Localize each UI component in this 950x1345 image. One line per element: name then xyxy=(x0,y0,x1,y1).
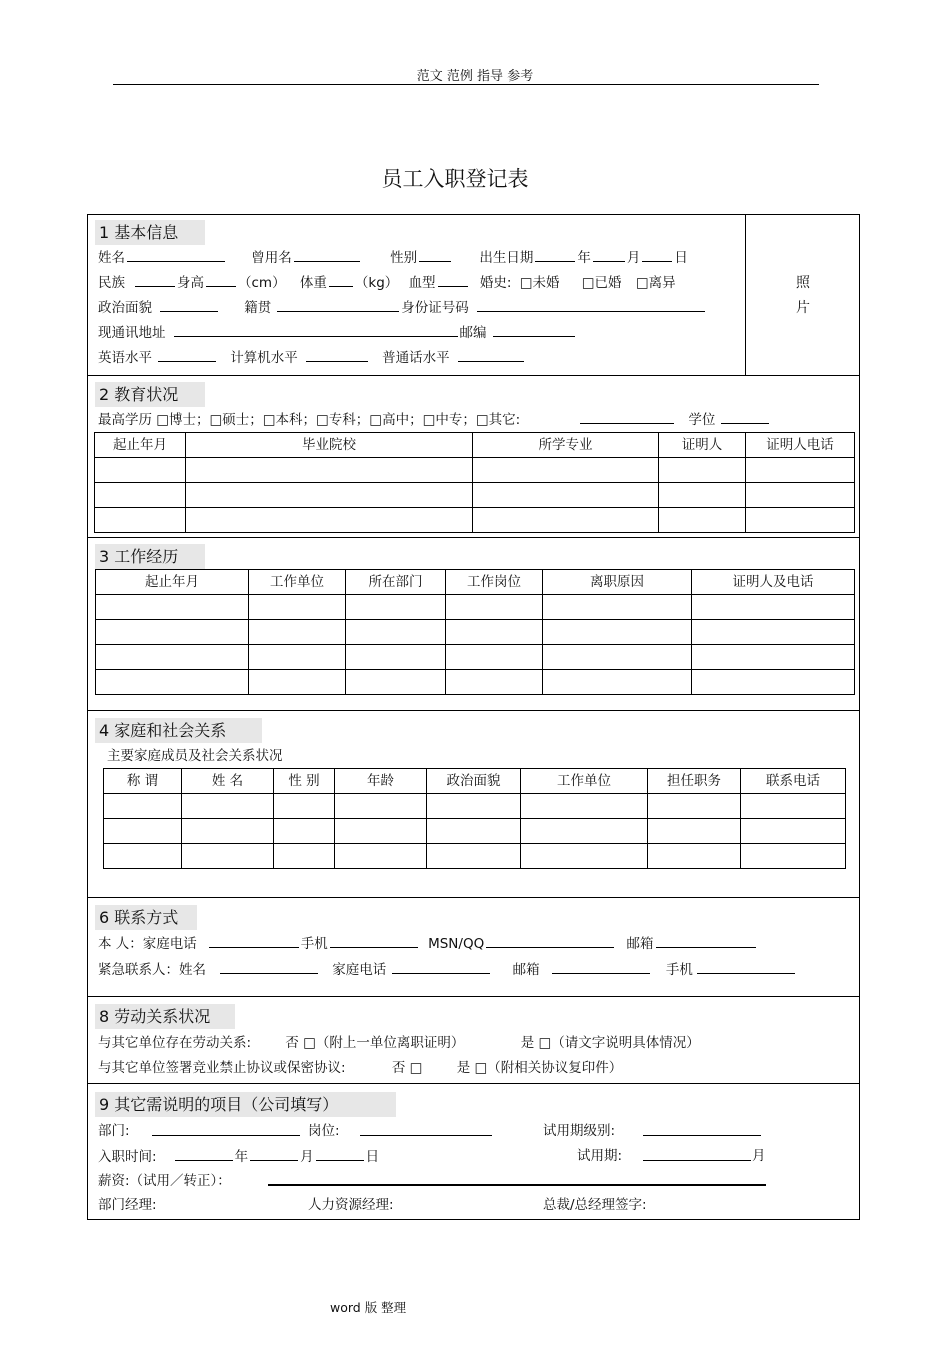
label-address: 现通讯地址 xyxy=(98,325,166,341)
col-header: 年龄 xyxy=(335,769,427,794)
label-mobile: 手机 xyxy=(300,936,328,952)
col-header: 起止年月 xyxy=(96,570,249,595)
col-header: 所在部门 xyxy=(346,570,446,595)
label-birthdate: 出生日期 xyxy=(479,250,534,266)
xuewei-field[interactable] xyxy=(721,410,769,424)
col-header: 离职原因 xyxy=(543,570,692,595)
table-cell[interactable] xyxy=(186,458,473,483)
table-cell[interactable] xyxy=(648,794,741,819)
label-xuewei: 学位 xyxy=(688,412,716,428)
table-cell[interactable] xyxy=(446,620,543,645)
label-zip: 邮编 xyxy=(459,325,487,341)
table-cell[interactable] xyxy=(473,483,659,508)
weight-field[interactable] xyxy=(329,273,353,287)
col-header: 工作岗位 xyxy=(446,570,543,595)
company-probation-field[interactable] xyxy=(643,1147,751,1161)
mobile-field[interactable] xyxy=(330,934,418,948)
company-level-field[interactable] xyxy=(643,1122,761,1136)
table-cell[interactable] xyxy=(543,645,692,670)
table-cell[interactable] xyxy=(746,458,855,483)
section-title-contact: 6 联系方式 xyxy=(95,905,197,930)
table-cell[interactable] xyxy=(346,670,446,695)
family-table xyxy=(103,768,846,869)
sign-hr-manager: 人力资源经理: xyxy=(308,1197,394,1213)
label-msn: MSN/QQ xyxy=(428,936,485,952)
label-height: 身高 xyxy=(177,275,204,291)
labor-yes-checkbox[interactable]: 是 □（请文字说明具体情况） xyxy=(520,1035,700,1051)
col-header: 起止年月 xyxy=(95,433,186,458)
basic-row-1 xyxy=(98,248,688,267)
label-home-phone: 本 人：家庭电话 xyxy=(98,936,197,952)
label-cm: （cm） xyxy=(238,275,286,291)
col-header: 担任职务 xyxy=(648,769,741,794)
table-cell[interactable] xyxy=(521,844,648,869)
mandarin-field[interactable] xyxy=(458,348,524,362)
photo-label-1: 照 xyxy=(796,275,810,291)
col-header: 性 别 xyxy=(274,769,335,794)
table-cell[interactable] xyxy=(543,620,692,645)
table-cell[interactable] xyxy=(249,645,346,670)
company-label-dept: 部门: xyxy=(98,1123,130,1139)
basic-row-2 xyxy=(98,273,676,292)
label-noncompete: 与其它单位签署竞业禁止协议或保密协议: xyxy=(98,1060,346,1076)
table-row[interactable] xyxy=(96,620,855,645)
label-political: 政治面貌 xyxy=(98,300,152,316)
table-row[interactable] xyxy=(95,483,855,508)
table-cell[interactable] xyxy=(473,458,659,483)
table-row[interactable] xyxy=(104,819,846,844)
divider-1 xyxy=(87,375,860,376)
divider-2 xyxy=(87,537,860,538)
label-marital: 婚史: xyxy=(479,275,512,291)
emergency-name-field[interactable] xyxy=(220,960,318,974)
labor-no-checkbox[interactable]: 否 □（附上一单位离职证明） xyxy=(285,1035,465,1051)
table-cell[interactable] xyxy=(95,483,186,508)
company-label-probation: 试用期: xyxy=(577,1148,623,1164)
col-header: 证明人 xyxy=(659,433,746,458)
name-field[interactable] xyxy=(127,248,225,262)
marital-divorced-checkbox[interactable]: □离异 xyxy=(635,275,676,291)
table-cell[interactable] xyxy=(346,620,446,645)
table-cell[interactable] xyxy=(346,595,446,620)
table-cell[interactable] xyxy=(96,670,249,695)
divider-3 xyxy=(87,710,860,711)
col-header: 称 谓 xyxy=(104,769,182,794)
table-cell[interactable] xyxy=(274,794,335,819)
contact-row-2 xyxy=(98,960,797,979)
table-cell[interactable] xyxy=(427,819,521,844)
table-header-row xyxy=(95,433,855,458)
sign-ceo: 总裁/总经理签字: xyxy=(543,1197,647,1213)
degree-options[interactable]: 最高学历 □博士；□硕士；□本科；□专科；□高中；□中专；□其它: xyxy=(98,412,521,428)
entry-month-field[interactable] xyxy=(250,1147,298,1161)
address-field[interactable] xyxy=(174,323,458,337)
emergency-mobile-field[interactable] xyxy=(697,960,795,974)
col-header: 姓 名 xyxy=(182,769,274,794)
table-cell[interactable] xyxy=(335,794,427,819)
table-cell[interactable] xyxy=(249,620,346,645)
entry-year-field[interactable] xyxy=(175,1147,233,1161)
table-cell[interactable] xyxy=(473,508,659,533)
company-label-entry: 入职时间: xyxy=(98,1149,157,1165)
header-rule xyxy=(113,84,819,85)
computer-field[interactable] xyxy=(306,348,368,362)
birth-month-field[interactable] xyxy=(593,248,625,262)
table-cell[interactable] xyxy=(182,819,274,844)
company-post-field[interactable] xyxy=(360,1122,492,1136)
label-weight: 体重 xyxy=(299,275,327,291)
company-salary-field[interactable] xyxy=(268,1184,766,1186)
table-cell[interactable] xyxy=(692,670,855,695)
table-row[interactable] xyxy=(95,458,855,483)
label-emergency-email: 邮箱 xyxy=(512,962,540,978)
table-cell[interactable] xyxy=(96,620,249,645)
col-header: 证明人电话 xyxy=(746,433,855,458)
marital-married-checkbox[interactable]: □已婚 xyxy=(581,275,622,291)
table-cell[interactable] xyxy=(741,794,846,819)
label-ethnic: 民族 xyxy=(98,275,125,291)
company-entry-row xyxy=(98,1147,379,1166)
col-header: 证明人及电话 xyxy=(692,570,855,595)
table-cell[interactable] xyxy=(446,645,543,670)
noncompete-yes-checkbox[interactable]: 是 □（附相关协议复印件） xyxy=(456,1060,623,1076)
table-cell[interactable] xyxy=(186,483,473,508)
table-cell[interactable] xyxy=(648,819,741,844)
col-header: 工作单位 xyxy=(249,570,346,595)
table-cell[interactable] xyxy=(335,819,427,844)
table-cell[interactable] xyxy=(186,508,473,533)
english-field[interactable] xyxy=(158,348,216,362)
zip-field[interactable] xyxy=(493,323,575,337)
label-blood: 血型 xyxy=(408,275,436,291)
table-cell[interactable] xyxy=(104,844,182,869)
labor-row-1 xyxy=(98,1034,700,1052)
label-english: 英语水平 xyxy=(98,350,152,366)
marital-single-checkbox[interactable]: □未婚 xyxy=(519,275,560,291)
label-labor-relation: 与其它单位存在劳动关系: xyxy=(98,1035,252,1051)
col-header: 所学专业 xyxy=(473,433,659,458)
divider-4 xyxy=(87,897,860,898)
contact-row-1 xyxy=(98,934,758,953)
section-title-work: 3 工作经历 xyxy=(95,544,205,569)
company-label-salary: 薪资:（试用／转正）： xyxy=(98,1173,231,1189)
label-month: 月 xyxy=(626,250,641,266)
table-cell[interactable] xyxy=(95,458,186,483)
basic-row-4 xyxy=(98,323,577,342)
divider-5 xyxy=(87,996,860,997)
native-field[interactable] xyxy=(277,298,399,312)
table-header-row xyxy=(104,769,846,794)
gender-field[interactable] xyxy=(419,248,451,262)
ethnic-field[interactable] xyxy=(135,273,175,287)
emergency-home-field[interactable] xyxy=(392,960,490,974)
table-cell[interactable] xyxy=(659,483,746,508)
table-cell[interactable] xyxy=(104,794,182,819)
photo-label-2: 片 xyxy=(796,300,810,316)
table-cell[interactable] xyxy=(746,483,855,508)
birth-year-field[interactable] xyxy=(535,248,575,262)
table-cell[interactable] xyxy=(446,670,543,695)
work-table xyxy=(95,569,855,695)
company-label-post: 岗位: xyxy=(308,1123,340,1139)
noncompete-no-checkbox[interactable]: 否 □ xyxy=(391,1060,423,1076)
entry-day-field[interactable] xyxy=(316,1147,364,1161)
table-row[interactable] xyxy=(96,670,855,695)
basic-row-3 xyxy=(98,298,707,317)
table-cell[interactable] xyxy=(543,670,692,695)
label-native: 籍贯 xyxy=(244,300,272,316)
table-cell[interactable] xyxy=(346,645,446,670)
table-cell[interactable] xyxy=(274,819,335,844)
section-title-family: 4 家庭和社会关系 xyxy=(95,718,262,743)
table-cell[interactable] xyxy=(659,458,746,483)
company-label-probation-month: 月 xyxy=(752,1148,766,1164)
birth-day-field[interactable] xyxy=(642,248,672,262)
page-header: 范文 范例 指导 参考 xyxy=(416,69,534,84)
table-cell[interactable] xyxy=(648,844,741,869)
table-cell[interactable] xyxy=(692,620,855,645)
col-header: 工作单位 xyxy=(521,769,648,794)
label-id: 身份证号码 xyxy=(401,300,469,316)
table-row[interactable] xyxy=(96,595,855,620)
table-cell[interactable] xyxy=(521,819,648,844)
labor-row-2 xyxy=(98,1059,622,1077)
col-header: 毕业院校 xyxy=(186,433,473,458)
emergency-email-field[interactable] xyxy=(552,960,650,974)
table-row[interactable] xyxy=(104,844,846,869)
label-year: 年 xyxy=(234,1149,249,1165)
photo-divider xyxy=(745,214,746,375)
table-cell[interactable] xyxy=(335,844,427,869)
basic-row-5 xyxy=(98,348,526,367)
table-row[interactable] xyxy=(95,508,855,533)
education-degree-row xyxy=(98,410,771,429)
label-emergency-home: 家庭电话 xyxy=(332,962,387,978)
msn-field[interactable] xyxy=(486,934,614,948)
table-cell[interactable] xyxy=(692,645,855,670)
political-field[interactable] xyxy=(160,298,218,312)
table-cell[interactable] xyxy=(427,844,521,869)
id-field[interactable] xyxy=(477,298,705,312)
col-header: 政治面貌 xyxy=(427,769,521,794)
section-title-company: 9 其它需说明的项目（公司填写） xyxy=(95,1092,396,1117)
form-title: 员工入职登记表 xyxy=(381,167,529,191)
table-cell[interactable] xyxy=(182,794,274,819)
section-title-basic: 1 基本信息 xyxy=(95,220,205,245)
former-name-field[interactable] xyxy=(294,248,360,262)
blood-field[interactable] xyxy=(438,273,468,287)
table-cell[interactable] xyxy=(692,595,855,620)
label-year: 年 xyxy=(577,250,591,266)
home-phone-field[interactable] xyxy=(209,934,299,948)
label-computer: 计算机水平 xyxy=(230,350,298,366)
page-footer: word 版 整理 xyxy=(330,1300,407,1315)
label-name: 姓名 xyxy=(98,250,125,266)
label-emergency-mobile: 手机 xyxy=(665,962,693,978)
section-title-labor: 8 劳动关系状况 xyxy=(95,1004,235,1029)
table-cell[interactable] xyxy=(746,508,855,533)
label-former-name: 曾用名 xyxy=(251,250,292,266)
height-field[interactable] xyxy=(206,273,236,287)
degree-other-field[interactable] xyxy=(580,410,674,424)
table-row[interactable] xyxy=(104,794,846,819)
table-cell[interactable] xyxy=(182,844,274,869)
table-cell[interactable] xyxy=(249,595,346,620)
table-cell[interactable] xyxy=(741,819,846,844)
table-cell[interactable] xyxy=(96,645,249,670)
table-cell[interactable] xyxy=(659,508,746,533)
email-field[interactable] xyxy=(656,934,756,948)
label-mandarin: 普通话水平 xyxy=(382,350,450,366)
label-month: 月 xyxy=(300,1149,314,1165)
table-cell[interactable] xyxy=(543,595,692,620)
table-cell[interactable] xyxy=(274,844,335,869)
table-cell[interactable] xyxy=(521,794,648,819)
label-day: 日 xyxy=(674,250,688,266)
divider-6 xyxy=(87,1083,860,1084)
company-label-level: 试用期级别: xyxy=(543,1123,616,1139)
family-subtitle: 主要家庭成员及社会关系状况 xyxy=(107,748,283,764)
label-kg: （kg） xyxy=(354,275,399,291)
table-cell[interactable] xyxy=(741,844,846,869)
company-dept-field[interactable] xyxy=(152,1122,300,1136)
table-cell[interactable] xyxy=(104,819,182,844)
section-title-education: 2 教育状况 xyxy=(95,382,205,407)
col-header: 联系电话 xyxy=(741,769,846,794)
table-cell[interactable] xyxy=(249,670,346,695)
table-cell[interactable] xyxy=(446,595,543,620)
label-email: 邮箱 xyxy=(626,936,654,952)
table-cell[interactable] xyxy=(95,508,186,533)
label-gender: 性别 xyxy=(390,250,418,266)
education-table xyxy=(94,432,855,533)
label-day: 日 xyxy=(365,1149,380,1165)
label-emergency-name: 紧急联系人：姓名 xyxy=(98,962,206,978)
table-row[interactable] xyxy=(96,645,855,670)
table-header-row xyxy=(96,570,855,595)
table-cell[interactable] xyxy=(96,595,249,620)
table-cell[interactable] xyxy=(427,794,521,819)
sign-dept-manager: 部门经理: xyxy=(98,1197,157,1213)
